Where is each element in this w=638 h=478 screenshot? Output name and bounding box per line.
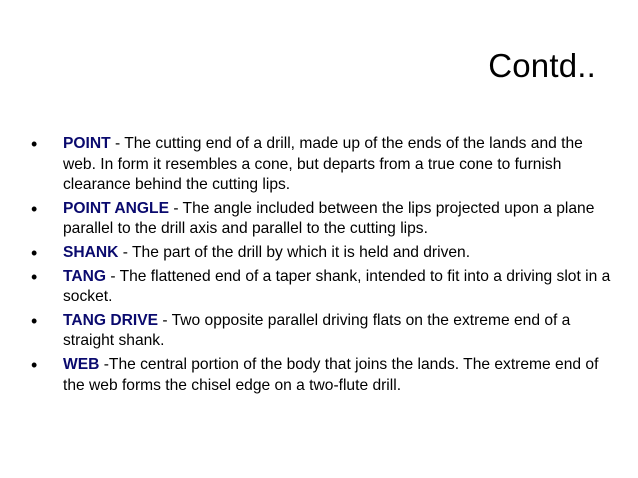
definition-tang-drive: - Two opposite parallel driving flats on the extreme end of a straight shank.: [63, 311, 571, 350]
bullet-item-web: [31, 355, 616, 396]
term-tang-drive: TANG DRIVE: [63, 311, 159, 329]
bullet-list: [31, 134, 616, 399]
definition-point-angle: - The angle included between the lips projected upon a plane parallel to the drill axis and parallel to the cutting lips.: [63, 199, 595, 238]
term-shank: SHANK: [63, 243, 119, 261]
definition-tang: - The flattened end of a taper shank, intended to fit into a driving slot in a socket.: [63, 267, 611, 306]
bullet-icon: •: [31, 310, 38, 331]
definition-shank: - The part of the drill by which it is held and driven.: [118, 243, 471, 261]
slide-title: Contd..: [488, 47, 596, 84]
definition-point: - The cutting end of a drill, made up of the ends of the lands and the web. In form it resembles a cone, but departs from a true cone to furnish clearance behind the cutting lips.: [63, 135, 583, 194]
bullet-item-tang: [31, 267, 616, 308]
term-point-angle: POINT ANGLE: [63, 199, 169, 217]
definition-web: -The central portion of the body that joins the lands. The extreme end of the web forms the chisel edge on a two-flute drill.: [63, 355, 599, 394]
term-web: WEB: [63, 355, 100, 373]
term-point: POINT: [63, 135, 111, 152]
term-tang: TANG: [63, 267, 107, 285]
bullet-item-shank: [31, 243, 616, 264]
bullet-item-point: [31, 134, 616, 196]
bullet-icon: •: [31, 266, 38, 287]
bullet-icon: •: [31, 134, 38, 154]
bullet-item-tang-drive: [31, 311, 616, 352]
bullet-item-point-angle: [31, 199, 616, 240]
bullet-icon: •: [31, 354, 38, 375]
bullet-icon: •: [31, 198, 38, 219]
bullet-icon: •: [31, 242, 38, 263]
